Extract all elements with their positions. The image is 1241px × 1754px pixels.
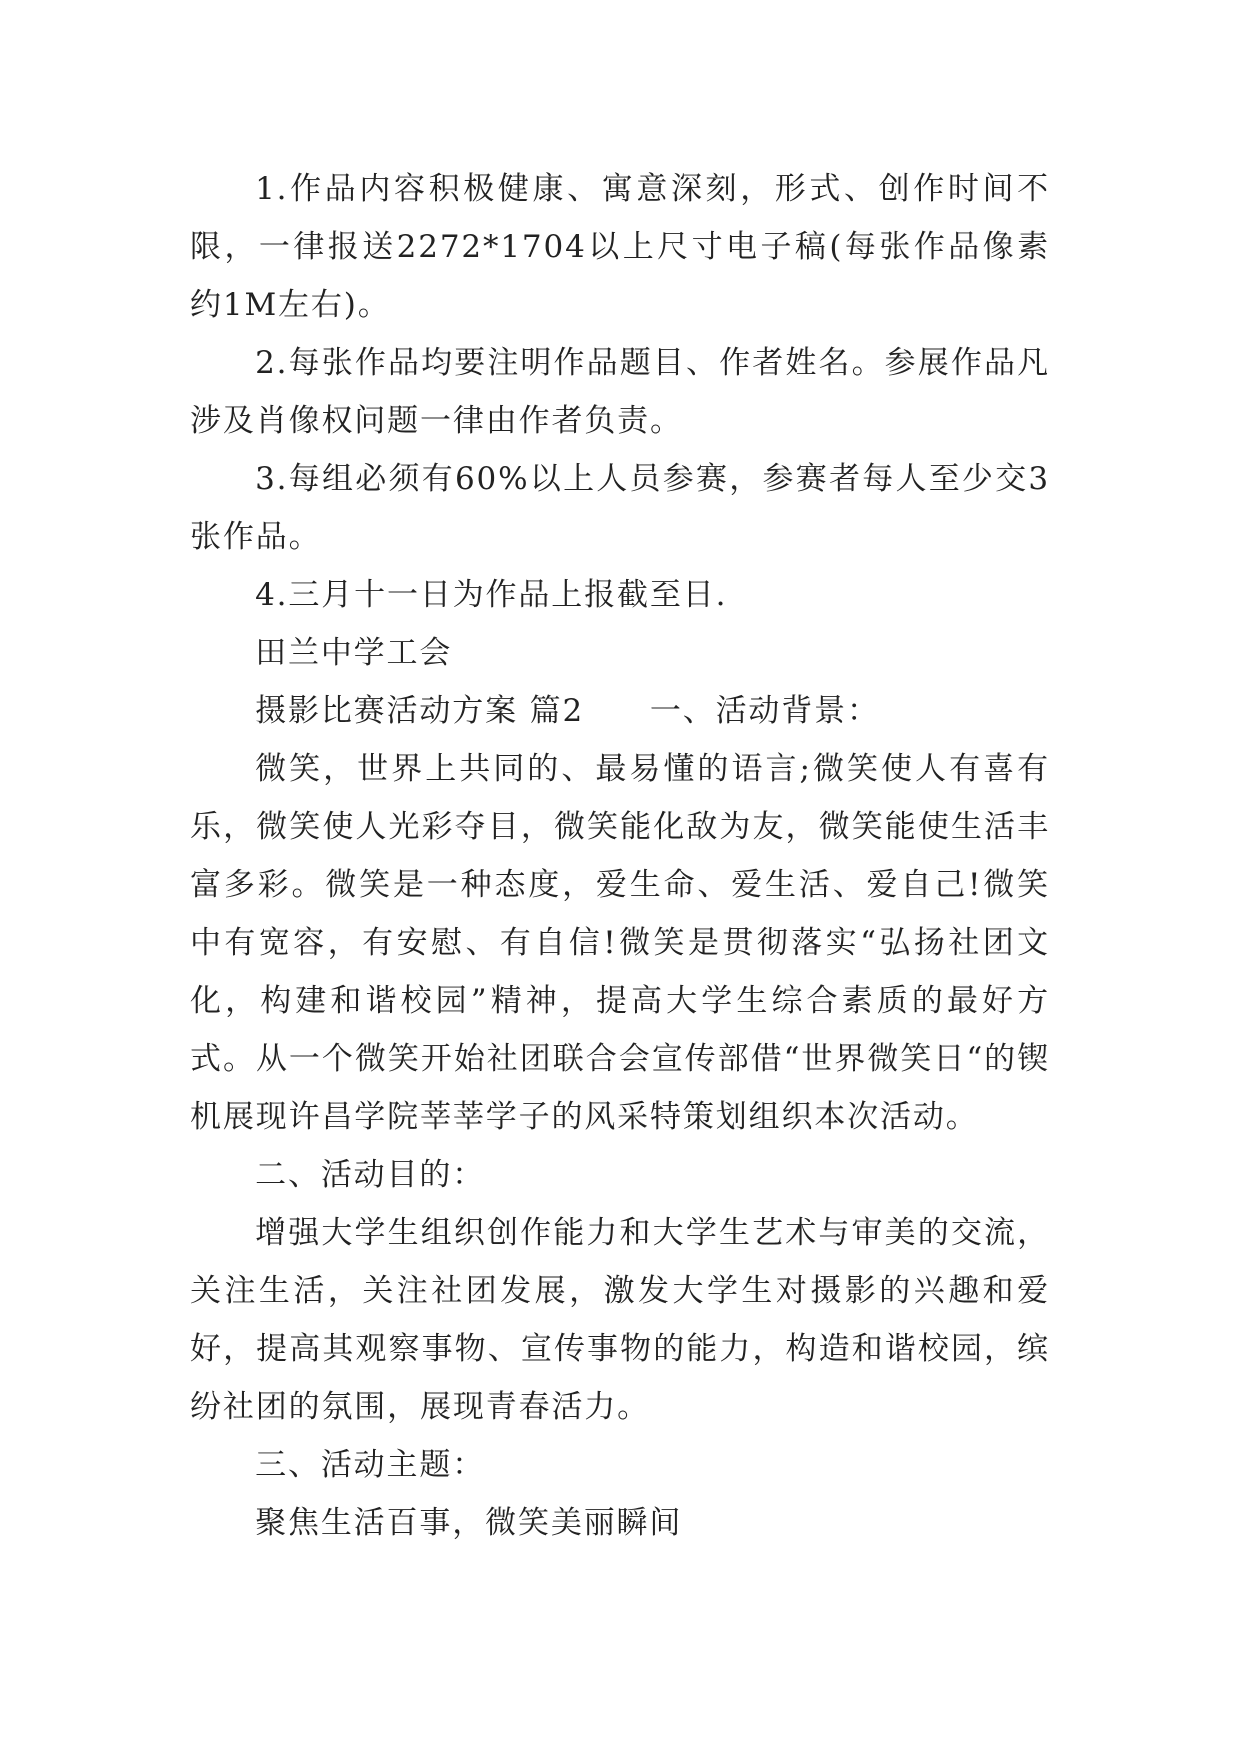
rule-item-1: 1.作品内容积极健康、寓意深刻，形式、创作时间不限，一律报送2272*1704以上尺寸电子稿(每张作品像素约1M左右)。 xyxy=(190,171,1050,323)
document-body xyxy=(190,160,1050,1552)
rule-item-3: 3.每组必须有60%以上人员参赛，参赛者每人至少交3张作品。 xyxy=(190,461,1050,555)
section-heading-theme: 三、活动主题： xyxy=(255,1447,486,1483)
purpose-paragraph: 增强大学生组织创作能力和大学生艺术与审美的交流，关注生活，关注社团发展，激发大学生对摄影的兴趣和爱好，提高其观察事物、宣传事物的能力，构造和谐校园，缤纷社团的氛围，展现青春活力。 xyxy=(190,1215,1050,1425)
organizer-signature: 田兰中学工会 xyxy=(255,635,453,671)
section-heading-plan-2: 摄影比赛活动方案 篇2 一、活动背景： xyxy=(255,693,880,729)
section-heading-purpose: 二、活动目的： xyxy=(255,1157,486,1193)
theme-paragraph: 聚焦生活百事，微笑美丽瞬间 xyxy=(255,1505,683,1541)
background-paragraph: 微笑，世界上共同的、最易懂的语言;微笑使人有喜有乐，微笑使人光彩夺目，微笑能化敌为友，微笑能使生活丰富多彩。微笑是一种态度，爱生命、爱生活、爱自己!微笑中有宽容，有安慰、有自信!微笑是贯彻落实“弘扬社团文化，构建和谐校园”精神，提高大学生综合素质的最好方式。从一个微笑开始社团联合会宣传部借“世界微笑日“的锲机展现许昌学院莘莘学子的风采特策划组织本次活动。 xyxy=(190,751,1050,1135)
rule-item-2: 2.每张作品均要注明作品题目、作者姓名。参展作品凡涉及肖像权问题一律由作者负责。 xyxy=(190,345,1050,439)
rule-item-4: 4.三月十一日为作品上报截至日. xyxy=(255,577,728,613)
